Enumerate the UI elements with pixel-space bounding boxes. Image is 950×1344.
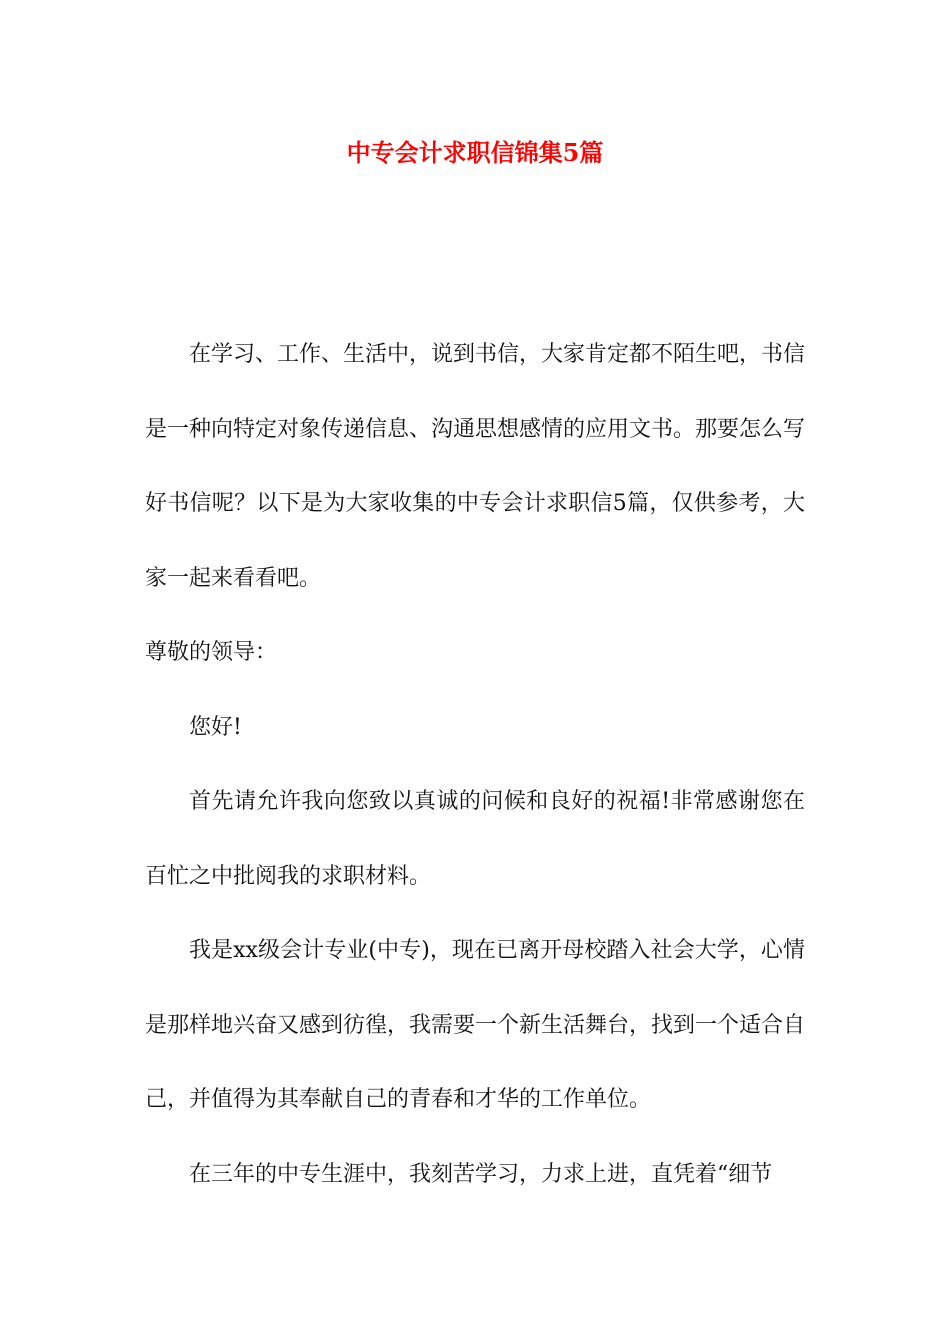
body-paragraph: 我是xx级会计专业(中专)，现在已离开母校踏入社会大学，心情是那样地兴奋又感到彷徨，我需要一个新生活舞台，找到一个适合自己，并值得为其奉献自己的青春和才华的工作单位。 [145,938,806,1112]
body-paragraph: 首先请允许我向您致以真诚的问候和良好的祝福!非常感谢您在百忙之中批阅我的求职材料。 [145,789,805,889]
greeting: 您好! [189,714,242,740]
document-title: 中专会计求职信锦集5篇 [346,138,604,167]
document-body [145,318,805,1212]
salutation: 尊敬的领导： [145,640,278,665]
intro-paragraph: 在学习、工作、生活中，说到书信，大家肯定都不陌生吧，书信是一种向特定对象传递信息、沟通思想感情的应用文书。那要怎么写好书信呢？以下是为大家收集的中专会计求职信5篇，仅供参考，大家一起来看看吧。 [145,342,806,591]
body-paragraph: 在三年的中专生涯中，我刻苦学习，力求上进，直凭着“细节 [189,1161,773,1187]
